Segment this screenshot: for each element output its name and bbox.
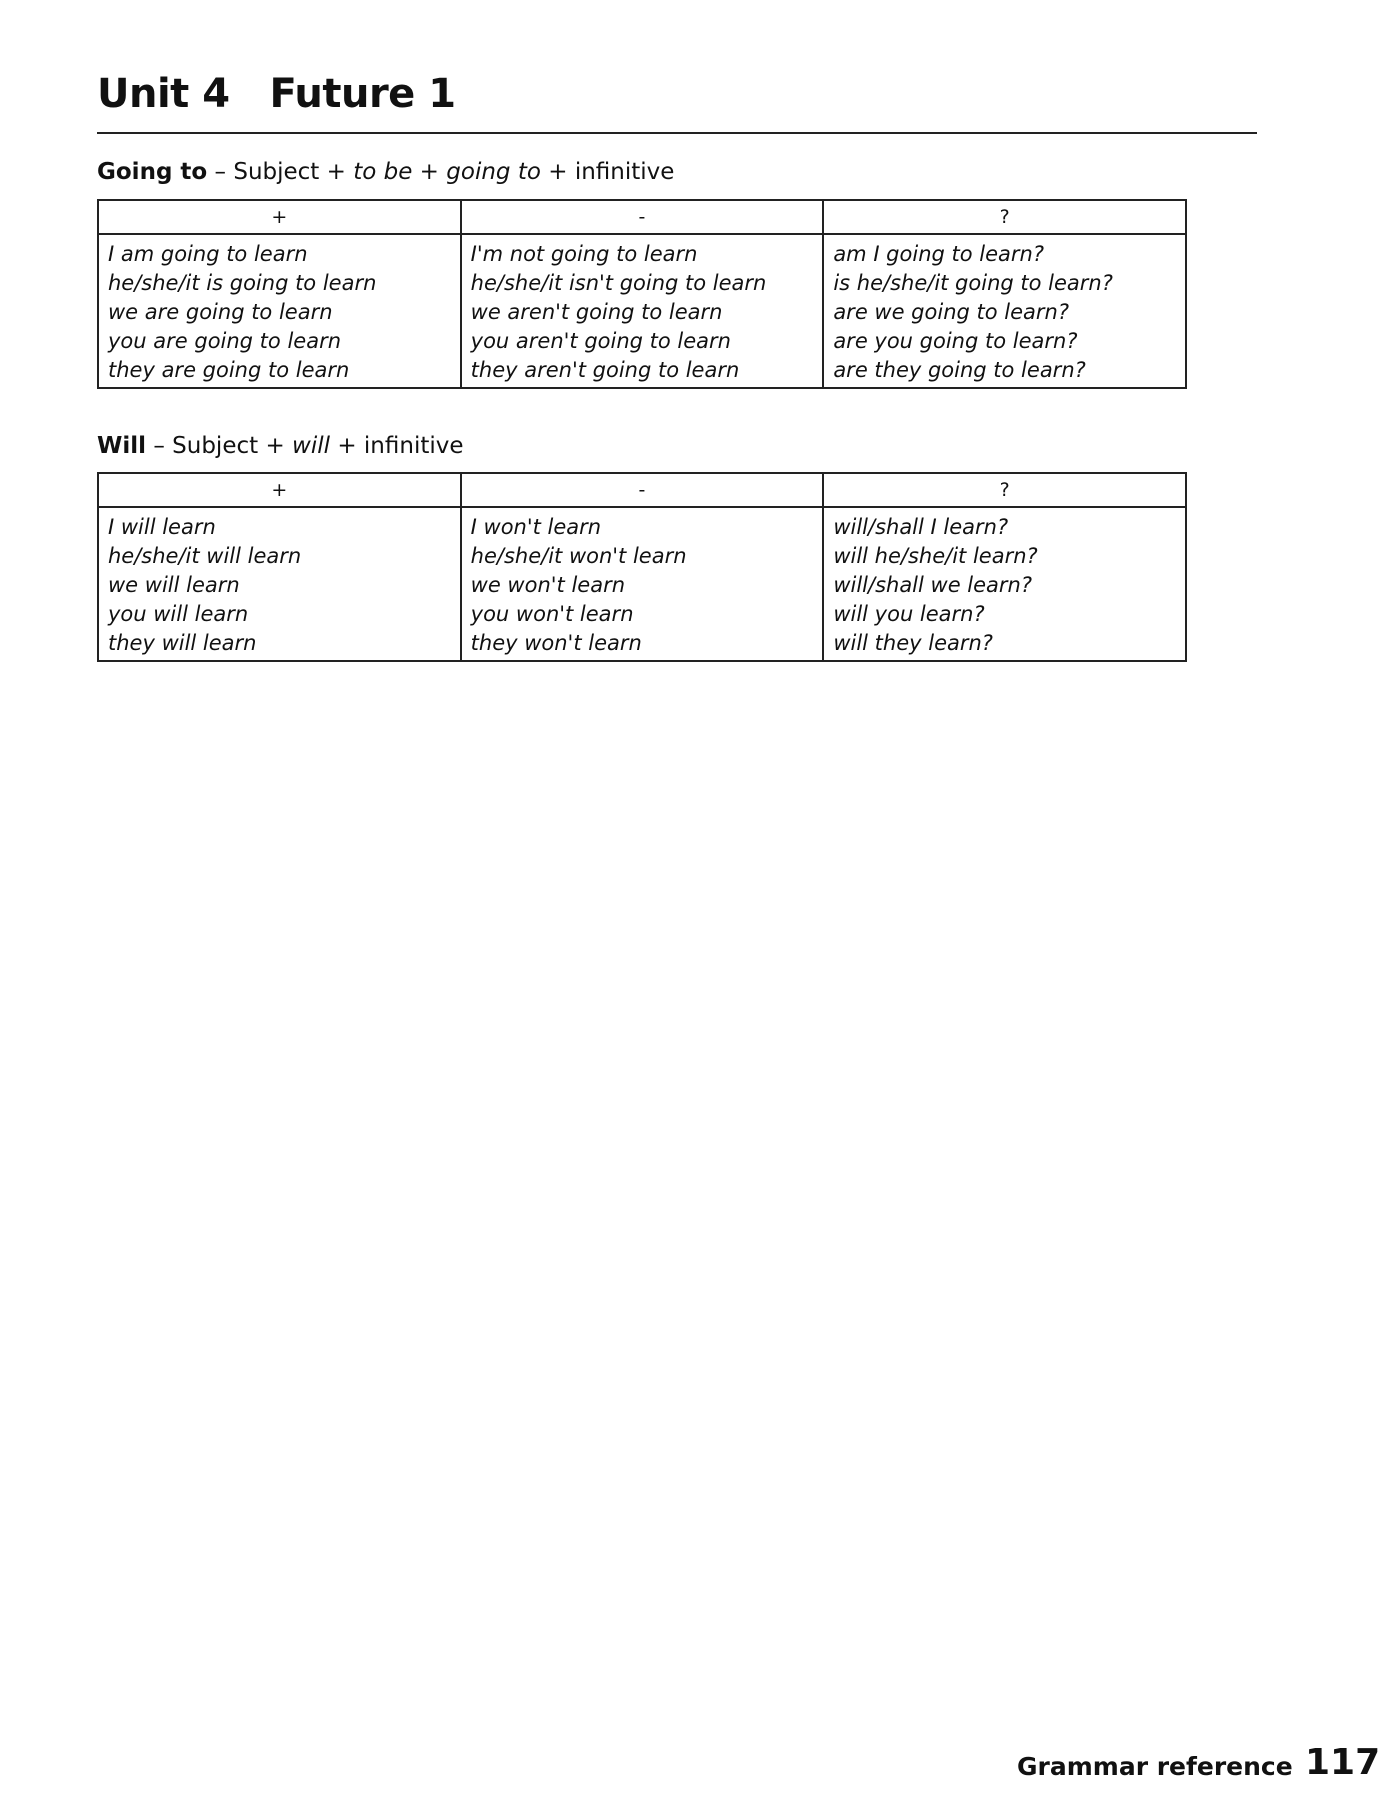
table-cell xyxy=(98,507,461,661)
conjugation-line: is he/she/it going to learn? xyxy=(833,271,1113,295)
topic-label: Future 1 xyxy=(269,71,456,117)
conjugation-line: I'm not going to learn xyxy=(470,242,698,266)
conjugation-line: I am going to learn xyxy=(108,242,308,266)
conjugation-line: he/she/it isn't going to learn xyxy=(470,271,767,295)
conjugation-line: he/she/it will learn xyxy=(108,544,302,568)
conjugation-line: are they going to learn? xyxy=(833,358,1086,382)
conjugation-line: am I going to learn? xyxy=(833,242,1044,266)
conjugation-line: they aren't going to learn xyxy=(470,358,740,382)
table-cell xyxy=(98,234,461,388)
conjugation-line: we won't learn xyxy=(470,573,626,597)
will-heading xyxy=(97,432,464,460)
heading-label: Going to xyxy=(97,159,208,185)
conjugation-line: he/she/it won't learn xyxy=(470,544,687,568)
conjugation-line: they are going to learn xyxy=(108,358,350,382)
conjugation-line: we aren't going to learn xyxy=(470,300,723,324)
conjugation-line: we are going to learn xyxy=(108,300,333,324)
table-row xyxy=(98,507,1186,661)
formula-part: – Subject + xyxy=(146,433,293,459)
divider xyxy=(97,132,1257,134)
conjugation-line: will/shall we learn? xyxy=(833,573,1033,597)
column-header: ? xyxy=(823,200,1186,234)
formula-part: + infinitive xyxy=(540,159,675,185)
conjugation-line: you will learn xyxy=(108,602,249,626)
conjugation-line: you aren't going to learn xyxy=(470,329,731,353)
conjugation-line: you are going to learn xyxy=(108,329,342,353)
header-row xyxy=(98,200,1186,234)
conjugation-line: will he/she/it learn? xyxy=(833,544,1038,568)
formula-part: – Subject + xyxy=(207,159,354,185)
page-number: 117 xyxy=(1305,1742,1381,1783)
table-cell xyxy=(823,234,1186,388)
section-footer: Grammar reference xyxy=(1017,1752,1293,1781)
going-to-table xyxy=(97,199,1187,389)
conjugation-line: will/shall I learn? xyxy=(833,515,1009,539)
conjugation-line: are you going to learn? xyxy=(833,329,1078,353)
formula-part: + xyxy=(412,159,447,185)
conjugation-line: I will learn xyxy=(108,515,216,539)
column-header: ? xyxy=(823,473,1186,507)
going-to-heading xyxy=(97,158,674,186)
will-table xyxy=(97,472,1187,662)
column-header: - xyxy=(461,200,824,234)
formula-part: will xyxy=(292,433,331,459)
column-header: + xyxy=(98,200,461,234)
table-row xyxy=(98,234,1186,388)
conjugation-line: we will learn xyxy=(108,573,240,597)
heading-label: Will xyxy=(97,433,147,459)
header-row xyxy=(98,473,1186,507)
formula-part: to be xyxy=(353,159,413,185)
conjugation-line: they will learn xyxy=(108,631,257,655)
conjugation-line: they won't learn xyxy=(470,631,642,655)
conjugation-line: will they learn? xyxy=(833,631,993,655)
conjugation-line: he/she/it is going to learn xyxy=(108,271,377,295)
column-header: - xyxy=(461,473,824,507)
formula-part: going to xyxy=(446,159,541,185)
unit-label: Unit 4 xyxy=(97,71,230,117)
conjugation-line: I won't learn xyxy=(470,515,602,539)
conjugation-line: will you learn? xyxy=(833,602,985,626)
table-cell xyxy=(823,507,1186,661)
table-cell xyxy=(461,234,824,388)
formula-part: + infinitive xyxy=(330,433,464,459)
column-header: + xyxy=(98,473,461,507)
table-cell xyxy=(461,507,824,661)
conjugation-line: are we going to learn? xyxy=(833,300,1069,324)
page-title xyxy=(97,70,496,118)
conjugation-line: you won't learn xyxy=(470,602,634,626)
